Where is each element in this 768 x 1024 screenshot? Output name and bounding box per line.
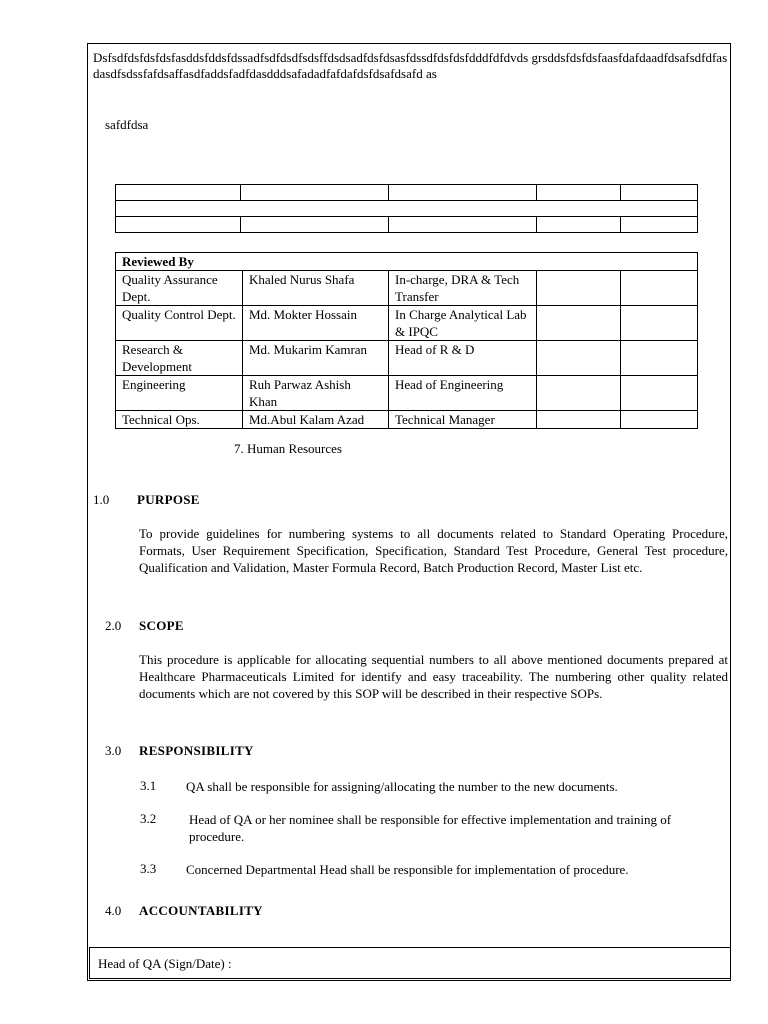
blank-table <box>115 184 698 233</box>
table-row <box>116 271 698 306</box>
table-row <box>116 217 698 233</box>
table-row <box>116 306 698 341</box>
item-number: 3.1 <box>140 778 157 793</box>
dept-cell: Quality Assurance Dept. <box>116 271 243 306</box>
section-number: 3.0 <box>105 743 122 758</box>
item-number: 3.3 <box>140 861 157 876</box>
review-table <box>115 252 698 429</box>
role-cell: Technical Manager <box>389 411 537 429</box>
role-cell: In-charge, DRA & Tech Transfer <box>389 271 537 306</box>
dept-cell: Research & Development <box>116 341 243 376</box>
dept-cell: Quality Control Dept. <box>116 306 243 341</box>
scope-text: This procedure is applicable for allocating sequential numbers to all above mentioned documents prepared at Healthcare Pharmaceuticals Limited for identify and easy traceability. The numbering other quality related documents which are not covered by this SOP will be described in their respective SOPs. <box>139 652 728 701</box>
date-cell <box>621 271 698 306</box>
date-cell <box>621 411 698 429</box>
table-row <box>116 341 698 376</box>
role-cell: In Charge Analytical Lab & IPQC <box>389 306 537 341</box>
section-number: 4.0 <box>105 903 122 918</box>
purpose-text: To provide guidelines for numbering systems to all documents related to Standard Operating Procedure, Formats, User Requirement Specification, Specification, Standard Test Procedure, General Test procedure, Qualification and Validation, Master Formula Record, Batch Production Record, Master List etc. <box>139 526 728 575</box>
subtext: safdfdsa <box>105 117 149 132</box>
dept-cell: Engineering <box>116 376 243 411</box>
item-text: QA shall be responsible for assigning/allocating the number to the new documents. <box>186 779 618 794</box>
date-cell <box>621 341 698 376</box>
role-cell: Head of R & D <box>389 341 537 376</box>
section-title-responsibility: RESPONSIBILITY <box>139 743 254 758</box>
footer-signature-box <box>89 947 731 979</box>
sign-cell <box>537 376 621 411</box>
footer-label: Head of QA (Sign/Date) : <box>98 956 232 971</box>
table-row <box>116 376 698 411</box>
name-cell: Ruh Parwaz Ashish Khan <box>243 376 389 411</box>
name-cell: Md.Abul Kalam Azad <box>243 411 389 429</box>
table-row <box>116 411 698 429</box>
role-cell: Head of Engineering <box>389 376 537 411</box>
section-number: 2.0 <box>105 618 122 633</box>
dept-cell: Technical Ops. <box>116 411 243 429</box>
sign-cell <box>537 306 621 341</box>
section-title-scope: SCOPE <box>139 618 184 633</box>
date-cell <box>621 306 698 341</box>
table-row <box>116 253 698 271</box>
sign-cell <box>537 341 621 376</box>
sign-cell <box>537 411 621 429</box>
date-cell <box>621 376 698 411</box>
table-row <box>116 201 698 217</box>
sign-cell <box>537 271 621 306</box>
name-cell: Md. Mokter Hossain <box>243 306 389 341</box>
section-number: 1.0 <box>93 492 110 507</box>
item-text: Head of QA or her nominee shall be responsible for effective implementation and training of procedure. <box>189 812 672 844</box>
name-cell: Khaled Nurus Shafa <box>243 271 389 306</box>
review-note: 7. Human Resources <box>234 441 342 456</box>
item-text: Concerned Departmental Head shall be responsible for implementation of procedure. <box>186 862 629 877</box>
name-cell: Md. Mukarim Kamran <box>243 341 389 376</box>
section-title-accountability: ACCOUNTABILITY <box>139 903 263 918</box>
item-number: 3.2 <box>140 811 157 826</box>
section-title-purpose: PURPOSE <box>137 492 200 507</box>
table-row <box>116 185 698 201</box>
header-text: Dsfsdfdsfdsfdsfasddsfddsfdssadfsdfdsdfsdsffdsdsadfdsfdsasfdssdfdsfdsfdddfdfdvds grsddsfdsfdsfaasfdafdaadfdsafsdfdfasdasdfsdssfafdsaffasdfaddsfadfdasdddsafadadfafdafdsfdsafdsafd as <box>93 50 728 81</box>
review-heading: Reviewed By <box>116 253 698 271</box>
